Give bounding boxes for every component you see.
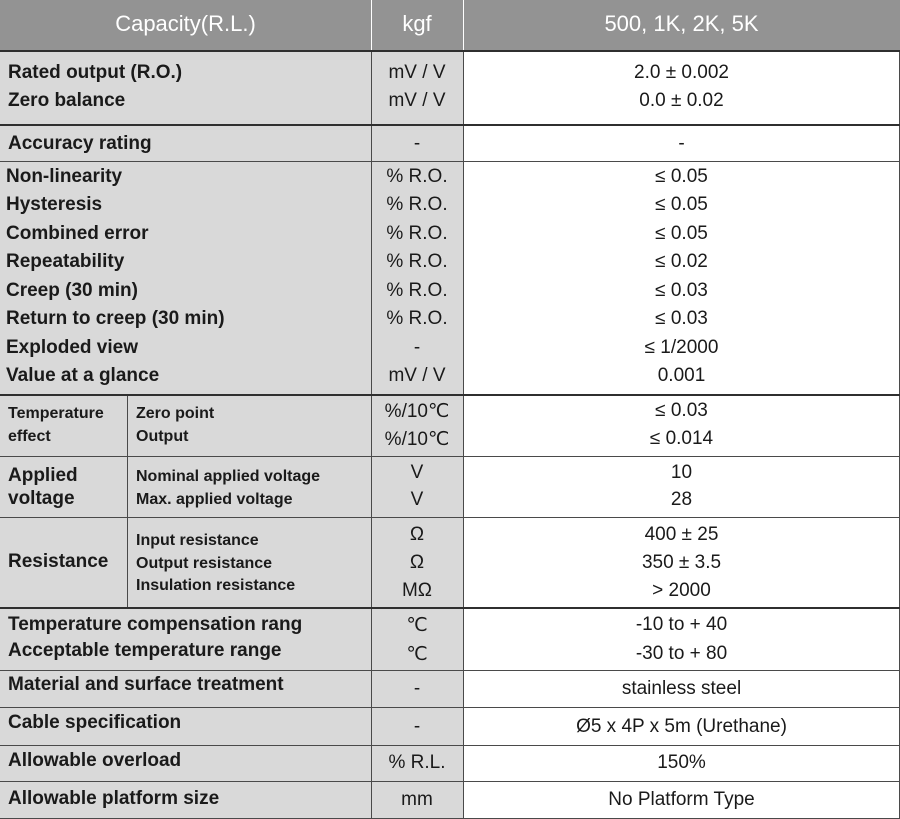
value-input-resistance: 400 ± 25: [644, 524, 719, 545]
unit-exploded-view: -: [413, 337, 421, 358]
label-overload: Allowable overload: [8, 750, 182, 771]
label-output-resistance: Output resistance: [136, 555, 273, 572]
unit-creep: % R.O.: [386, 280, 448, 301]
value-acceptable-temp: -30 to + 80: [635, 643, 728, 664]
value-accuracy-rating: -: [678, 133, 685, 154]
header-capacity-label: Capacity(R.L.): [115, 11, 256, 36]
label-return-to-creep: Return to creep (30 min): [6, 308, 225, 329]
unit-non-linearity: % R.O.: [386, 166, 448, 187]
label-applied-voltage-line2: voltage: [8, 488, 75, 509]
label-rated-output: Rated output (R.O.): [8, 62, 183, 83]
unit-zero-point: %/10℃: [384, 401, 450, 422]
label-platform-size: Allowable platform size: [8, 788, 220, 809]
value-value-at-glance: 0.001: [657, 365, 706, 386]
unit-acceptable-temp: ℃: [406, 644, 428, 665]
value-material: stainless steel: [621, 678, 742, 699]
value-max-voltage: 28: [670, 489, 693, 510]
label-combined-error: Combined error: [6, 223, 149, 244]
value-cable: Ø5 x 4P x 5m (Urethane): [576, 716, 787, 737]
label-acceptable-temp: Acceptable temperature range: [8, 640, 282, 661]
label-zero-point: Zero point: [136, 405, 215, 422]
label-non-linearity: Non-linearity: [6, 166, 123, 187]
unit-input-resistance: Ω: [409, 524, 425, 545]
header-unit: kgf: [402, 11, 432, 36]
value-temp-output: ≤ 0.014: [649, 428, 714, 449]
value-zero-point: ≤ 0.03: [655, 400, 708, 421]
label-temperature-effect-line1: Temperature: [8, 405, 104, 422]
unit-output-resistance: Ω: [409, 552, 425, 573]
unit-insulation-resistance: MΩ: [401, 580, 433, 601]
unit-nominal-voltage: V: [410, 462, 424, 483]
label-cable: Cable specification: [8, 712, 182, 733]
label-input-resistance: Input resistance: [136, 532, 259, 549]
label-nominal-voltage: Nominal applied voltage: [136, 468, 321, 485]
value-temp-compensation: -10 to + 40: [635, 614, 728, 635]
label-max-voltage: Max. applied voltage: [136, 491, 293, 508]
value-repeatability: ≤ 0.02: [655, 251, 708, 272]
label-zero-balance: Zero balance: [8, 90, 126, 111]
label-accuracy-rating: Accuracy rating: [8, 133, 152, 154]
value-creep: ≤ 0.03: [655, 280, 708, 301]
label-temperature-effect-line2: effect: [8, 428, 51, 445]
label-exploded-view: Exploded view: [6, 337, 138, 358]
unit-temp-compensation: ℃: [406, 615, 428, 636]
unit-return-to-creep: % R.O.: [386, 308, 448, 329]
divider: [127, 396, 128, 608]
unit-hysteresis: % R.O.: [386, 194, 448, 215]
value-platform-size: No Platform Type: [608, 789, 755, 810]
unit-zero-balance: mV / V: [388, 90, 446, 111]
label-hysteresis: Hysteresis: [6, 194, 103, 215]
label-value-at-glance: Value at a glance: [6, 365, 160, 386]
value-hysteresis: ≤ 0.05: [655, 194, 708, 215]
value-combined-error: ≤ 0.05: [655, 223, 708, 244]
label-repeatability: Repeatability: [6, 251, 125, 272]
label-temp-compensation: Temperature compensation rang: [8, 614, 303, 635]
header-value: 500, 1K, 2K, 5K: [604, 11, 759, 36]
label-insulation-resistance: Insulation resistance: [136, 577, 296, 594]
unit-temp-output: %/10℃: [384, 429, 450, 450]
value-column-content: [463, 0, 900, 819]
label-applied-voltage-line1: Applied: [8, 465, 78, 486]
unit-rated-output: mV / V: [388, 62, 446, 83]
unit-cable: -: [413, 716, 421, 737]
value-rated-output: 2.0 ± 0.002: [634, 62, 729, 83]
unit-material: -: [413, 678, 421, 699]
label-material: Material and surface treatment: [8, 674, 284, 695]
unit-column-content: [371, 0, 463, 819]
unit-value-at-glance: mV / V: [388, 365, 446, 386]
value-non-linearity: ≤ 0.05: [655, 166, 708, 187]
unit-repeatability: % R.O.: [386, 251, 448, 272]
unit-max-voltage: V: [410, 489, 424, 510]
value-zero-balance: 0.0 ± 0.02: [639, 90, 724, 111]
value-overload: 150%: [657, 752, 706, 773]
unit-overload: % R.L.: [388, 752, 446, 773]
label-temp-output: Output: [136, 428, 189, 445]
value-exploded-view: ≤ 1/2000: [644, 337, 719, 358]
value-insulation-resistance: > 2000: [652, 580, 711, 601]
unit-combined-error: % R.O.: [386, 223, 448, 244]
label-resistance: Resistance: [8, 551, 109, 572]
value-return-to-creep: ≤ 0.03: [655, 308, 708, 329]
value-nominal-voltage: 10: [670, 462, 693, 483]
unit-accuracy-rating: -: [413, 133, 421, 154]
label-creep: Creep (30 min): [6, 280, 138, 301]
value-output-resistance: 350 ± 3.5: [641, 552, 722, 573]
unit-platform-size: mm: [401, 789, 433, 810]
